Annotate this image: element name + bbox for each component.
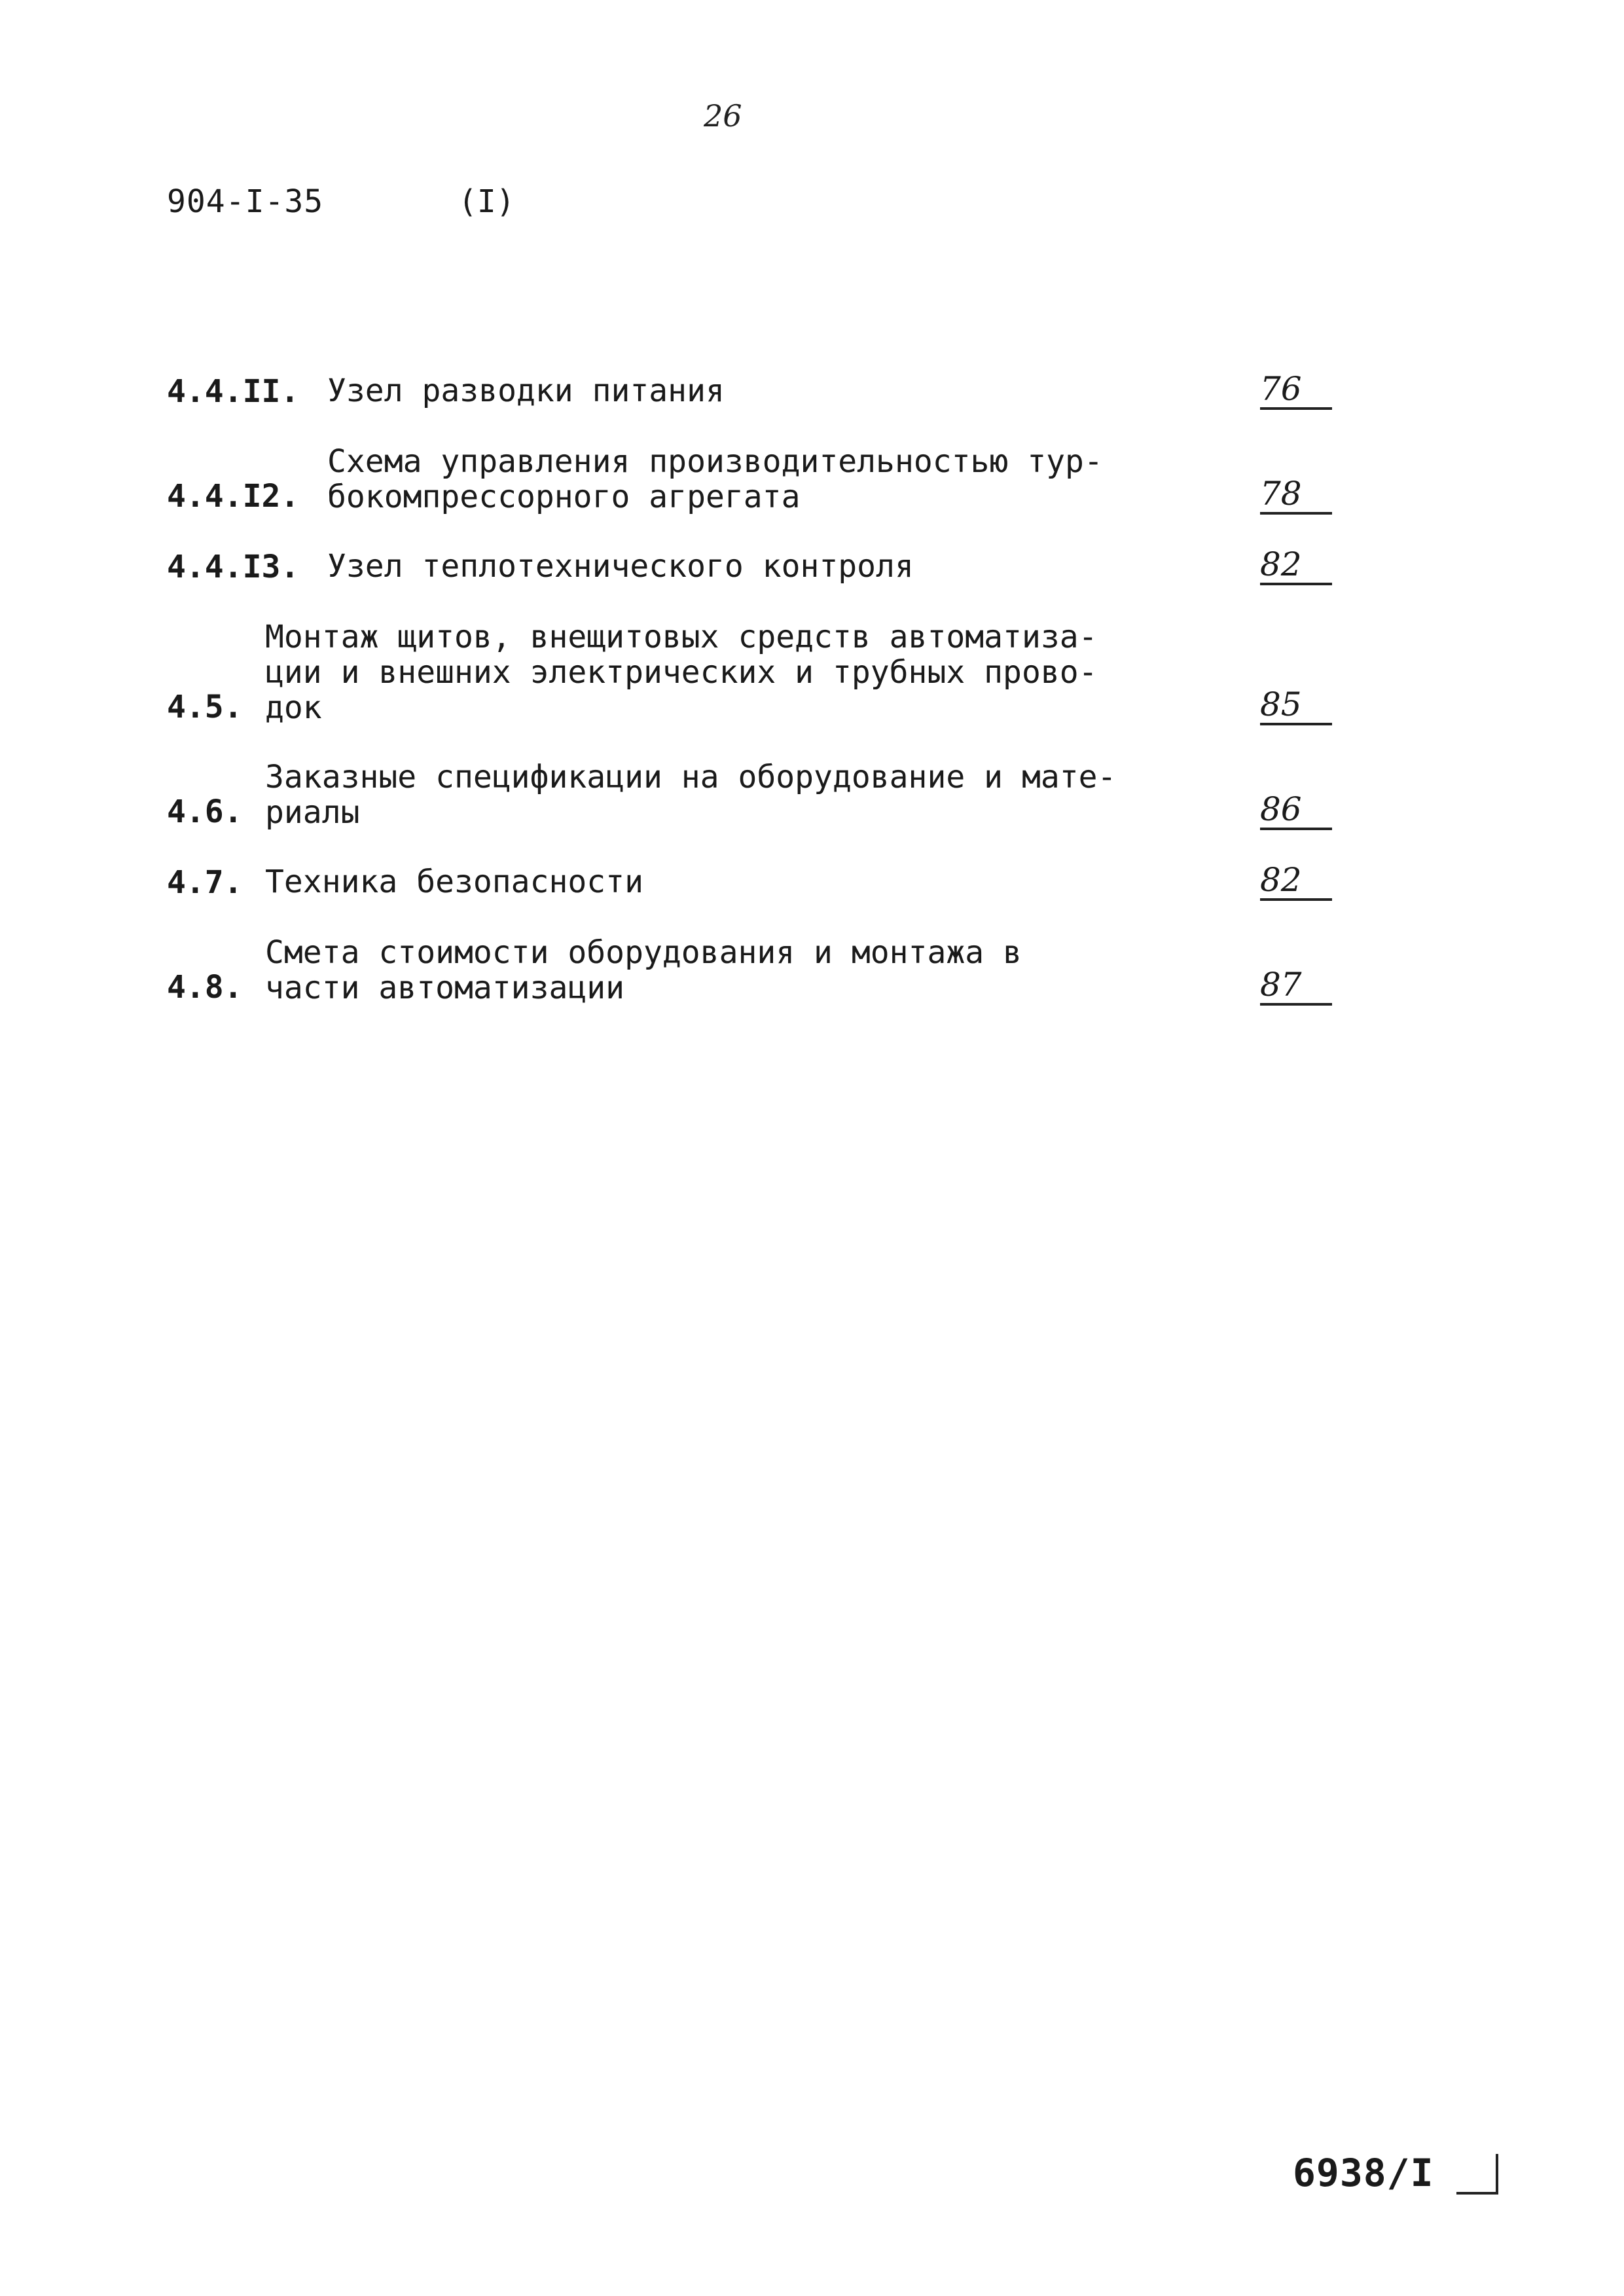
toc-entry-page: 85 [1260, 686, 1332, 725]
toc-entry-number: 4.8. [167, 969, 243, 1006]
toc-entry [167, 370, 1332, 410]
toc-entry-page: 76 [1260, 371, 1332, 410]
toc-entry-page: 86 [1260, 791, 1332, 830]
toc-entry-title: Монтаж щитов, внещитовых средств автоматиза- ции и внешних электрических и трубных прово- док [265, 619, 1098, 726]
toc-entry [167, 759, 1332, 830]
toc-entry [167, 935, 1332, 1006]
page-number: 26 [704, 98, 742, 134]
toc-entry-page: 82 [1260, 862, 1332, 901]
toc-entry-number: 4.5. [167, 689, 243, 725]
table-of-contents [167, 370, 1332, 1040]
toc-entry-number: 4.4.I3. [167, 549, 300, 585]
toc-entry [167, 545, 1332, 585]
toc-entry-title: Заказные спецификации на оборудование и мате- риалы [265, 759, 1117, 831]
toc-entry-number: 4.4.I2. [167, 478, 300, 515]
toc-entry [167, 444, 1332, 515]
toc-entry-number: 4.6. [167, 793, 243, 830]
toc-entry-page: 82 [1260, 546, 1332, 585]
toc-entry-title: Техника безопасности [265, 864, 643, 900]
toc-entry-title: Смета стоимости оборудования и монтажа в части автоматизации [265, 934, 1022, 1006]
archive-number: 6938/I [1293, 2151, 1434, 2195]
toc-entry-title: Узел разводки питания [327, 373, 725, 409]
toc-entry-title: Узел теплотехнического контроля [327, 548, 914, 585]
toc-entry-page: 87 [1260, 966, 1332, 1006]
toc-entry [167, 861, 1332, 901]
toc-entry-number: 4.4.II. [167, 373, 300, 410]
toc-entry-page: 78 [1260, 475, 1332, 515]
document-part: (I) [458, 183, 515, 220]
toc-entry [167, 619, 1332, 725]
archive-corner-mark [1456, 2154, 1498, 2195]
toc-entry-number: 4.7. [167, 864, 243, 901]
toc-entry-title: Схема управления производительностью тур- бокомпрессорного агрегата [327, 443, 1103, 515]
document-code: 904-I-35 [167, 183, 324, 220]
